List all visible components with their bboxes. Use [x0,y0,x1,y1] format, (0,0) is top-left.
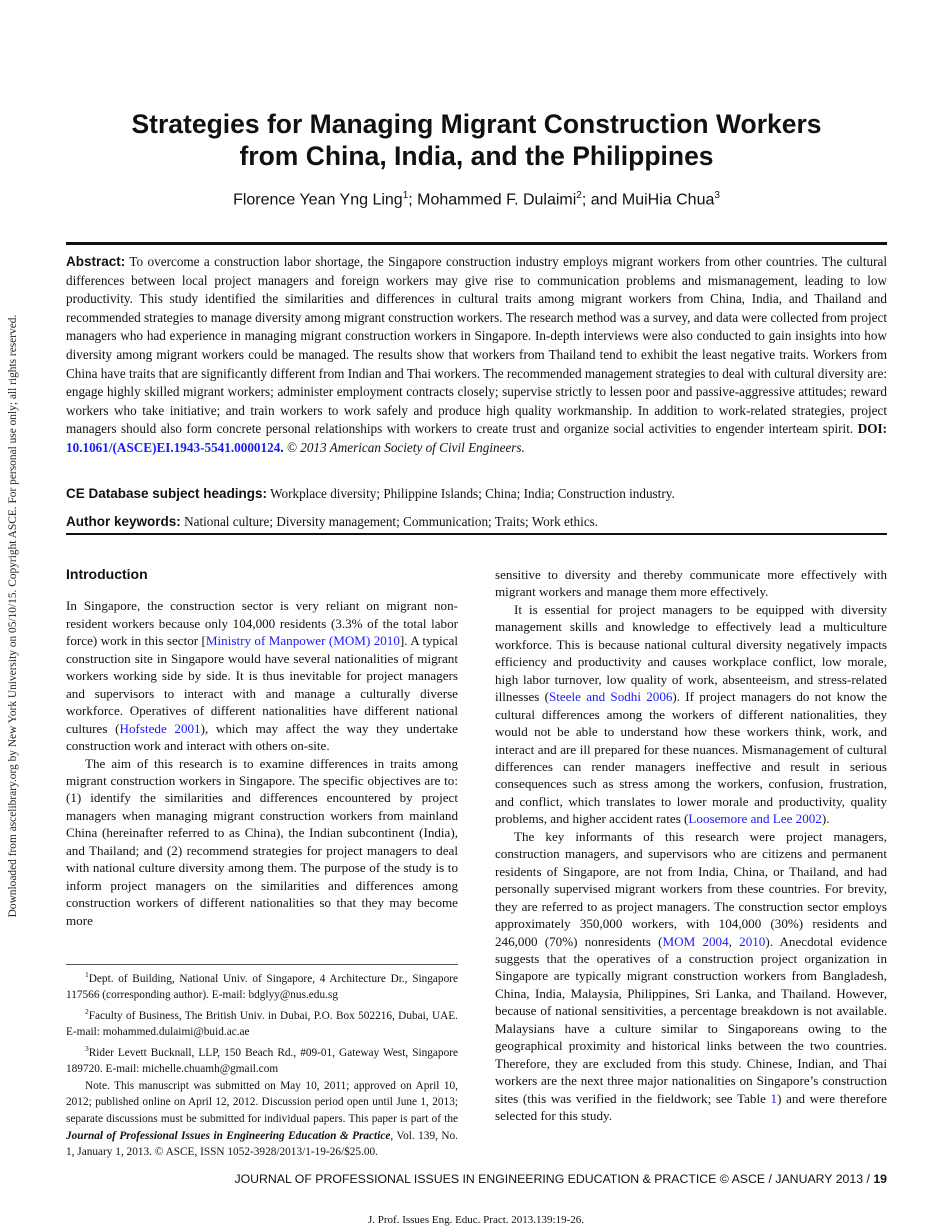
citation-link[interactable]: 1 [770,1090,778,1106]
right-column [495,566,887,1125]
author-separator: ; and [581,191,622,209]
journal-name: Journal of Professional Issues in Engineering Education & Practice [66,1129,391,1142]
paragraph-text: , [728,933,740,949]
author-separator: ; [408,191,418,209]
footnote-1 [66,967,458,1004]
citation-link[interactable]: Hofstede 2001 [119,720,201,736]
paragraph [495,828,887,1125]
paragraph-text: The key informants of this research were project managers, construction managers, and supervisors who are citizens and permanent residents of Singapore, are not from India, China, or Thailand, and had personally supervised migrant workers from these countries. For brevity, they are referred to as project managers. The construction sector employs approximately 350,000 workers, with 104,000 (30%) residents and 246,000 (70%) nonresidents ( [495,828,887,949]
author-affiliation-mark: 3 [714,190,720,201]
page-number: 19 [873,1172,887,1186]
citation-link[interactable]: Ministry of Manpower (MOM) 2010 [205,633,400,649]
footnote-2 [66,1004,458,1041]
paragraph-text: ). [821,811,830,827]
citation-link[interactable]: 2010 [739,933,766,949]
citation-link[interactable]: MOM 2004 [662,933,729,949]
subject-headings [66,486,887,502]
paragraph-text: ]. A typical construction site in Singapore would have several nationalities of migrant workers working side by side. It is thus inevitable for project managers and supervisors to interact with and manage a culturally diverse workforce. Operatives of different nationalities have different national cultures ( [66,633,458,736]
footnote-text: Dept. of Building, National Univ. of Singapore, 4 Architecture Dr., Singapore 117566 (corresponding author). E-mail: bdglyy@nus.edu.sg [66,972,458,1002]
doi-link[interactable]: 10.1061/(ASCE)EI.1943-5541.0000124 [66,439,281,455]
footnote-3 [66,1041,458,1078]
paragraph-text: The aim of this research is to examine differences in traits among migrant construction workers in Singapore. The specific objectives are to: (1) identify the similarities and differences encountered by project managers when managing migrant construction workers from mainland China (hereinafter referred to as China), the Indian subcontinent (India), and Thailand; and (2) recommend strategies for project managers to deal with national culture diversity among them. The purpose of the study is to inform project managers on the similarities and differences among construction workers of different nationalities so that they may become more [66,755,458,928]
paragraph-text: ), which may affect the way they undertake construction work and interact with others on-site. [66,720,458,754]
paragraph [495,601,887,828]
abstract-label: Abstract: [66,254,126,269]
author-keywords [66,514,887,530]
paragraph-text: ). Anecdotal evidence suggests that the operatives of a construction project organization in Singapore are typically migrant construction workers from Bangladesh, China, India, Malaysia, Philippines, Sri Lanka, and Thailand. However, because of national sensitivities, a percentage breakdown is not available. Malaysians have a culture similar to Singaporeans owing to the geographical proximity and historical links between the two countries. Therefore, they are excluded from this study. Chinese, Indian, and Thai workers are the next three major nationalities on Singapore’s construction sites (this was verified in the fieldwork; see Table [495,933,888,1106]
citation-line: J. Prof. Issues Eng. Educ. Pract. 2013.139:19-26. [367,1214,584,1226]
paragraph-text: It is essential for project managers to be equipped with diversity management skills and knowledge to effectively lead a multiculture workforce. This is because national cultural diversity negatively impacts efficiency and productivity and causes workplace conflict, low morale, high labor turnover, low quality of work, absenteeism, and stress-related illnesses ( [495,601,887,705]
author-keywords-label: Author keywords: [66,514,181,529]
footer-journal: JOURNAL OF PROFESSIONAL ISSUES IN ENGINEERING EDUCATION & PRACTICE © ASCE / JANUARY 2013 / [234,1172,874,1186]
running-footer [234,1172,887,1186]
top-rule [66,242,887,245]
note-text: Note. This manuscript was submitted on May 10, 2011; approved on April 10, 2012; published online on April 12, 2012. Discussion period open until June 1, 2013; separate discussions must be submitted for individual papers. This paper is part of the [66,1079,458,1126]
keywords-rule [66,533,887,535]
author-affiliation-mark: 2 [576,190,582,201]
paragraph-text: ). If project managers do not know the cultural differences among the workers of different nationalities, they would not be able to understand how these workers think, work, and interact and are ill prepared for these nuances. Mismanagement of cultural differences can render managers ineffective and result in serious consequences such as stress among the workers, confusion, frustration, and conflict, which translates to lower morale and productivity, quality problems, and higher accident rates ( [495,689,888,827]
paragraph [66,755,458,930]
subject-headings-text: Workplace diversity; Philippine Islands; China; India; Construction industry. [267,486,675,501]
title-line-2: from China, India, and the Philippines [239,141,714,171]
citation-link[interactable]: Steele and Sodhi 2006 [549,689,673,705]
doi-label: DOI: [857,421,887,437]
right-body [495,566,887,1125]
subject-headings-label: CE Database subject headings: [66,486,268,501]
footnote-mark: 3 [85,1043,89,1053]
footnote-rule [66,964,458,965]
left-column [66,566,458,929]
footnote-mark: 1 [85,970,89,979]
paragraph [495,566,887,601]
section-heading: Introduction [66,566,148,582]
author-name: MuiHia Chua [621,191,715,209]
author-affiliation-mark: 1 [402,190,409,201]
footnote-text: Faculty of Business, The British Univ. in Dubai, P.O. Box 502216, Dubai, UAE. E-mail: mohammed.dulaimi@buid.ac.ae [66,1009,458,1039]
abstract-text: To overcome a construction labor shortage, the Singapore construction industry employs migrant workers from other countries. The cultural differences between local project managers and foreign workers may give rise to communication problems and mismanagement, leading to low productivity. This study identified the similarities and differences in cultural traits among migrant workers from China, India, and Thailand and recommended strategies to manage diversity among migrant construction workers. The research method was a survey, and data were collected from project managers who had experience in managing migrant construction workers in Singapore. In-depth interviews were also conducted to gain insights into how diversity among migrant workers could be managed. The results show that workers from Thailand tend to exhibit the least negative traits. Workers from China have traits that are significantly different from Indian and Thai workers. The recommended management strategies to deal with cultural diversity are: engage highly skilled migrant workers; administer employment contracts closely; supervise strictly to lessen poor and passive-aggressive attitudes; reward workers who take initiative; and train workers to work safely and produce high quality workmanship. In addition to work-related strategies, project managers should also form concrete personal relationships with workers to create trust and organize social activities to engender interteam spirit. [66,254,888,437]
author-name: Florence Yean Yng Ling [233,191,403,209]
author-list [66,190,887,209]
paragraph [66,597,458,754]
paragraph-text: ) and were therefore selected for this study. [495,1090,887,1124]
author-name: Mohammed F. Dulaimi [417,191,577,209]
left-body [66,597,458,929]
footnote-text: Rider Levett Bucknall, LLP, 150 Beach Rd., #09-01, Gateway West, Singapore 189720. E-mail: michelle.chuamh@gmail.com [66,1046,458,1076]
author-keywords-text: National culture; Diversity management; Communication; Traits; Work ethics. [180,514,599,529]
citation-link[interactable]: Loosemore and Lee 2002 [688,811,822,827]
footnotes [66,967,458,1161]
copyright: © 2013 American Society of Civil Engineers. [286,439,525,455]
footnote-mark: 2 [85,1006,89,1016]
paragraph-text: In Singapore, the construction sector is very reliant on migrant non-resident workers because only 104,000 residents (3.3% of the total labor force) work in this sector [ [66,598,458,649]
paragraph-text: sensitive to diversity and thereby communicate more effectively with migrant workers and manage them more effectively. [495,567,887,600]
note-text: , Vol. 139, No. 1, January 1, 2013. © ASCE, ISSN 1052-3928/2013/1-19-26/$25.00. [66,1129,458,1159]
abstract: Abstract: To overcome a construction labor shortage, the Singapore construction industry employs migrant workers from other countries. The cultural differences between local project managers and foreign workers may give rise to communication problems and mismanagement, leading to low productivity. This study identified the similarities and differences in cultural traits among migrant workers from China, India, and Thailand and recommended strategies to manage diversity among migrant construction workers. The research method was a survey, and data were collected from project managers who had experience in managing migrant construction workers in Singapore. In-depth interviews were also conducted to gain insights into how diversity among migrant workers could be managed. The results show that workers from Thailand tend to exhibit the least negative traits. Workers from China have traits that are significantly different from Indian and Thai workers. The recommended management strategies to deal with cultural diversity are: engage highly skilled migrant workers; administer employment contracts closely; supervise strictly to lessen poor and passive-aggressive attitudes; reward workers who take initiative; and train workers to work safely and produce high quality workmanship. In addition to work-related strategies, project managers should also form concrete personal relationships with workers to create trust and organize social activities to engender interteam spirit. DOI: 10.1061/(ASCE)EI.1943-5541.0000124. © 2013 American Society of Civil Engineers. [66,254,888,455]
paper-title [66,108,887,172]
manuscript-note [66,1078,458,1161]
title-line-1: Strategies for Managing Migrant Construction Workers [131,109,822,139]
download-notice: Downloaded from ascelibrary.org by New York University on 05/10/15. Copyright ASCE. For personal use only; all rights reserved. [7,314,19,918]
